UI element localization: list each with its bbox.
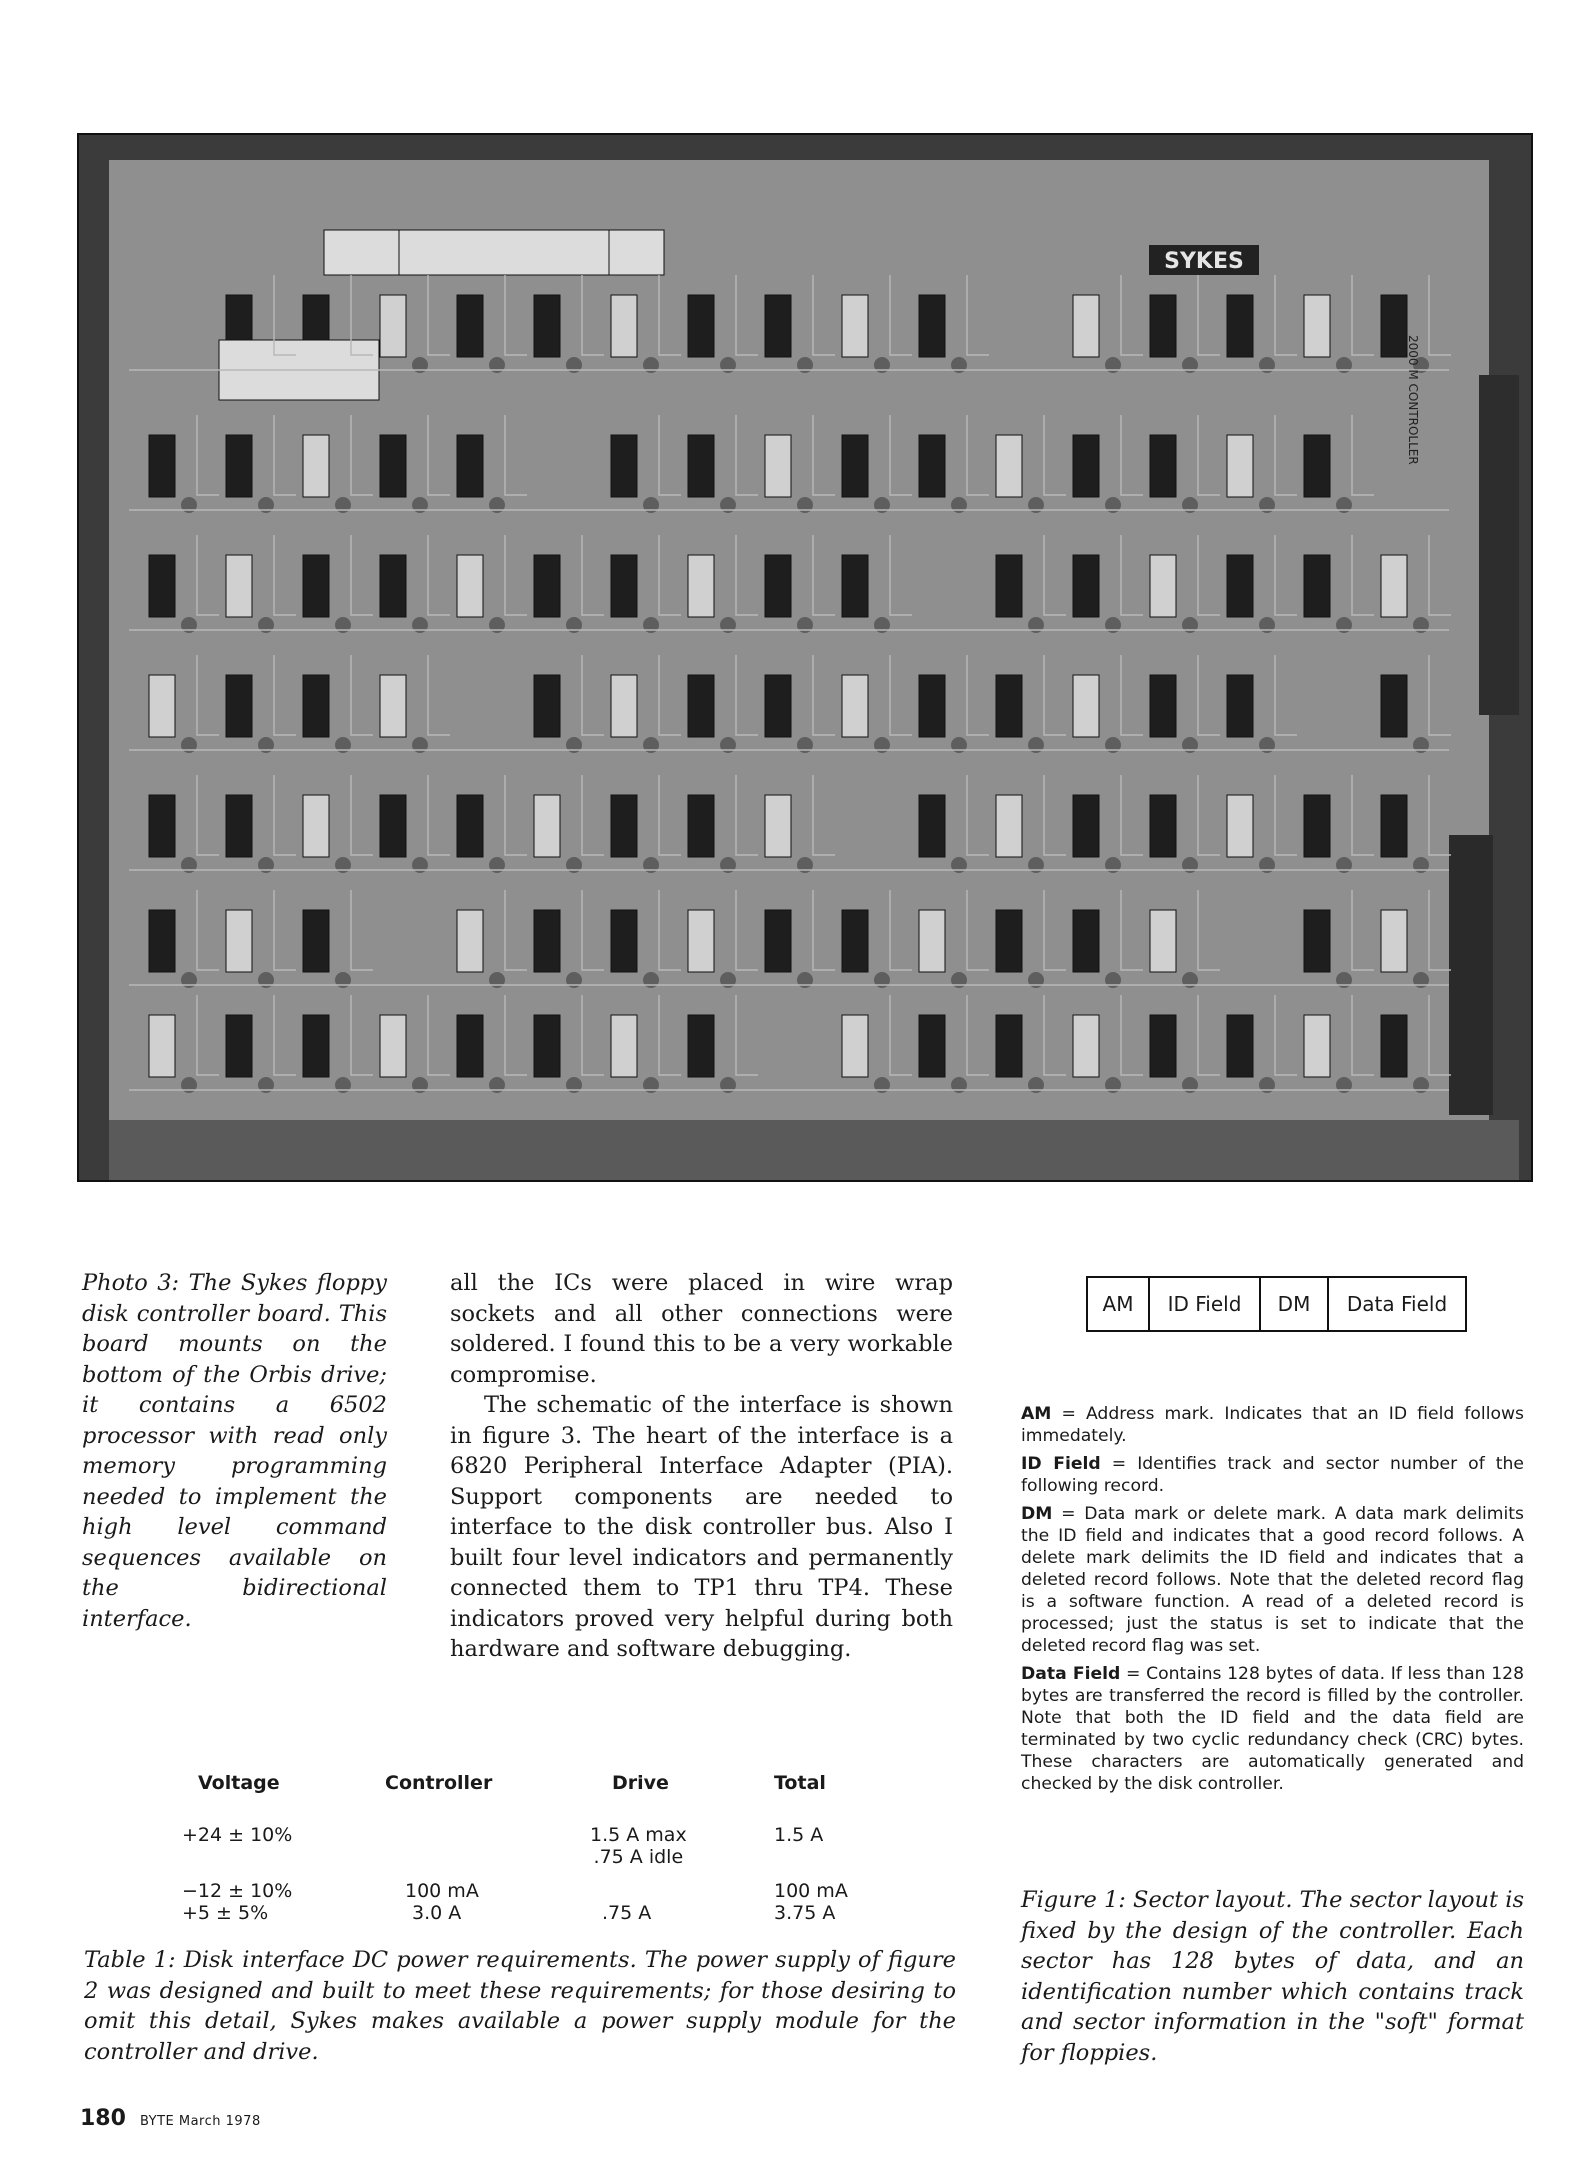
ic-chip — [688, 1015, 714, 1077]
ic-chip — [380, 1015, 406, 1077]
page-number: 180 — [80, 2106, 126, 2131]
ic-chip — [842, 555, 868, 617]
ic-chip — [996, 1015, 1022, 1077]
definition-text: = Identifies track and sector number of the following record. — [1021, 1454, 1524, 1496]
ic-chip — [611, 795, 637, 857]
ic-chip — [611, 555, 637, 617]
ic-chip — [149, 795, 175, 857]
ic-chip — [919, 795, 945, 857]
sector-layout-diagram — [1086, 1276, 1467, 1332]
large-ic-package — [399, 230, 609, 275]
ic-chip — [457, 435, 483, 497]
edge-connector-top — [1479, 375, 1519, 715]
ic-chip — [996, 555, 1022, 617]
ic-chip — [149, 910, 175, 972]
ic-chip — [1073, 555, 1099, 617]
ic-chip — [1304, 910, 1330, 972]
ic-chip — [534, 675, 560, 737]
ic-chip — [1150, 435, 1176, 497]
ic-chip — [380, 555, 406, 617]
ic-chip — [842, 910, 868, 972]
sector-cell-am: AM — [1088, 1278, 1150, 1330]
definition-am — [1021, 1403, 1524, 1447]
ic-chip — [303, 435, 329, 497]
column-header-voltage: Voltage — [198, 1772, 280, 1794]
definition-term: DM — [1021, 1504, 1053, 1524]
column-header-drive: Drive — [612, 1772, 669, 1794]
ic-chip — [611, 675, 637, 737]
ic-chip — [611, 435, 637, 497]
ic-chip — [688, 795, 714, 857]
ic-chip — [919, 435, 945, 497]
ic-chip — [149, 675, 175, 737]
ic-chip — [534, 555, 560, 617]
ic-chip — [380, 675, 406, 737]
ic-chip — [611, 1015, 637, 1077]
ic-chip — [1381, 910, 1407, 972]
ic-chip — [842, 295, 868, 357]
ic-chip — [149, 555, 175, 617]
ic-chip — [919, 1015, 945, 1077]
ic-chip — [380, 435, 406, 497]
ic-chip — [534, 795, 560, 857]
ic-chip — [1073, 295, 1099, 357]
ic-chip — [457, 910, 483, 972]
ic-chip — [380, 295, 406, 357]
ic-chip — [765, 295, 791, 357]
sector-cell-id-field: ID Field — [1150, 1278, 1261, 1330]
sector-cell-dm: DM — [1261, 1278, 1329, 1330]
definition-term: ID Field — [1021, 1454, 1101, 1474]
table-caption: Table 1: Disk interface DC power requirements. The power supply of figure 2 was designed and built to meet these requirements; for those desiring to omit this detail, Sykes makes available a power supply module for the controller and drive. — [84, 1947, 956, 2065]
ic-chip — [1227, 435, 1253, 497]
ic-chip — [919, 295, 945, 357]
ic-chip — [1073, 675, 1099, 737]
ic-chip — [996, 675, 1022, 737]
cell-drive: .75 A — [602, 1902, 652, 1924]
column-header-controller: Controller — [385, 1772, 493, 1794]
definition-data-field — [1021, 1663, 1524, 1795]
ic-chip — [226, 435, 252, 497]
ic-chip — [1150, 295, 1176, 357]
cell-total: 100 mA — [774, 1880, 848, 1902]
ic-chip — [1150, 555, 1176, 617]
page-footer — [80, 2106, 261, 2131]
ic-chip — [226, 1015, 252, 1077]
ic-chip — [1381, 1015, 1407, 1077]
ic-chip — [303, 555, 329, 617]
ic-chip — [534, 1015, 560, 1077]
ic-chip — [1304, 795, 1330, 857]
ic-chip — [765, 675, 791, 737]
sector-definitions — [1021, 1403, 1524, 1801]
ic-chip — [1073, 910, 1099, 972]
cell-controller: 100 mA — [405, 1880, 479, 1902]
ic-chip — [1304, 555, 1330, 617]
ic-chip — [303, 795, 329, 857]
ic-chip — [303, 910, 329, 972]
board-model-label: 2000 M CONTROLLER — [1406, 335, 1420, 465]
ic-chip — [226, 910, 252, 972]
definition-text: = Contains 128 bytes of data. If less than 128 bytes are transferred the record is filled by the controller. Note that both the ID field and the data field are terminated by two cyclic redundancy check (CRC) bytes. These characters are automatically generated and checked by the disk controller. — [1021, 1664, 1525, 1794]
definition-dm — [1021, 1503, 1524, 1657]
cell-total: 3.75 A — [774, 1902, 836, 1924]
ic-chip — [842, 1015, 868, 1077]
ic-chip — [1227, 675, 1253, 737]
body-paragraph: The schematic of the interface is shown in figure 3. The heart of the interface is a 6820 Peripheral Interface Adapter (PIA). Support components are needed to interface to the disk controller bus. Also I built four level indicators and permanently connected them to TP1 thru TP4. These indicators proved very helpful during both hardware and software debugging. — [450, 1392, 953, 1662]
ic-chip — [688, 435, 714, 497]
ic-chip — [919, 675, 945, 737]
cell-drive: 1.5 A max .75 A idle — [590, 1824, 687, 1868]
definition-term: AM — [1021, 1404, 1052, 1424]
ic-chip — [457, 295, 483, 357]
ic-chip — [1150, 795, 1176, 857]
figure-caption: Figure 1: Sector layout. The sector layout is fixed by the design of the controller. Each sector has 128 bytes of data, and an identification number which contains track and sector information in the "soft" format for floppies. — [1021, 1887, 1524, 2066]
definition-text: = Address mark. Indicates that an ID field follows immedately. — [1021, 1404, 1524, 1446]
ic-chip — [149, 1015, 175, 1077]
ic-chip — [1227, 555, 1253, 617]
ic-chip — [1227, 1015, 1253, 1077]
ic-chip — [1381, 795, 1407, 857]
ic-chip — [226, 795, 252, 857]
ic-chip — [688, 295, 714, 357]
circuit-board-image — [79, 135, 1531, 1180]
ic-chip — [457, 795, 483, 857]
board-label: SYKES — [1164, 249, 1244, 274]
column-header-total: Total — [774, 1772, 826, 1794]
ic-chip — [226, 675, 252, 737]
ic-chip — [1227, 295, 1253, 357]
ic-chip — [1304, 295, 1330, 357]
ic-chip — [534, 295, 560, 357]
ic-chip — [1227, 795, 1253, 857]
ic-chip — [842, 435, 868, 497]
ic-chip — [765, 910, 791, 972]
ic-chip — [1073, 795, 1099, 857]
definition-id-field — [1021, 1453, 1524, 1497]
ic-chip — [1150, 1015, 1176, 1077]
cell-voltage: +24 ± 10% — [182, 1824, 293, 1846]
sector-cell-data-field: Data Field — [1346, 1292, 1448, 1316]
ic-chip — [380, 795, 406, 857]
ic-chip — [226, 555, 252, 617]
ic-chip — [303, 1015, 329, 1077]
ic-chip — [457, 1015, 483, 1077]
ic-chip — [611, 910, 637, 972]
edge-connector-bottom — [1449, 835, 1493, 1115]
definition-term: Data Field — [1021, 1664, 1121, 1684]
ic-chip — [842, 675, 868, 737]
ic-chip — [1304, 435, 1330, 497]
ic-chip — [765, 795, 791, 857]
body-paragraph: all the ICs were placed in wire wrap sockets and all other connections were soldered. I found this to be a very workable compromise. — [450, 1270, 953, 1388]
ic-chip — [765, 435, 791, 497]
ic-chip — [996, 435, 1022, 497]
body-text — [450, 1268, 953, 1665]
publication-line: BYTE March 1978 — [139, 2114, 261, 2129]
cell-total: 1.5 A — [774, 1824, 824, 1846]
ic-chip — [1073, 1015, 1099, 1077]
definition-text: = Data mark or delete mark. A data mark delimits the ID field and indicates that a good record follows. A delete mark delimits the ID field and indicates that a deleted record follows. Note that the deleted record flag is a software function. A read of a deleted record is processed; just the status is set to indicate that the deleted record flag was set. — [1021, 1504, 1524, 1656]
ic-chip — [1381, 555, 1407, 617]
ic-chip — [688, 910, 714, 972]
controller-board-photo — [77, 133, 1533, 1182]
ic-chip — [611, 295, 637, 357]
cell-controller: 3.0 A — [412, 1902, 462, 1924]
cell-voltage: −12 ± 10% — [182, 1880, 293, 1902]
ic-chip — [1381, 675, 1407, 737]
ic-chip — [996, 910, 1022, 972]
ic-chip — [1381, 295, 1407, 357]
ic-chip — [919, 910, 945, 972]
ic-chip — [1150, 910, 1176, 972]
ic-chip — [1304, 1015, 1330, 1077]
ic-chip — [303, 675, 329, 737]
ic-chip — [688, 675, 714, 737]
ic-chip — [996, 795, 1022, 857]
ic-chip — [688, 555, 714, 617]
ic-chip — [1150, 675, 1176, 737]
ic-chip — [534, 910, 560, 972]
cell-voltage: +5 ± 5% — [182, 1902, 269, 1924]
ic-chip — [457, 555, 483, 617]
ic-chip — [765, 555, 791, 617]
ic-chip — [149, 435, 175, 497]
photo-caption: Photo 3: The Sykes floppy disk controller board. This board mounts on the bottom of the Orbis drive; it contains a 6502 processor with read only memory programming needed to implement the high level command sequences available on the bidirectional interface. — [82, 1270, 387, 1632]
ic-chip — [1073, 435, 1099, 497]
